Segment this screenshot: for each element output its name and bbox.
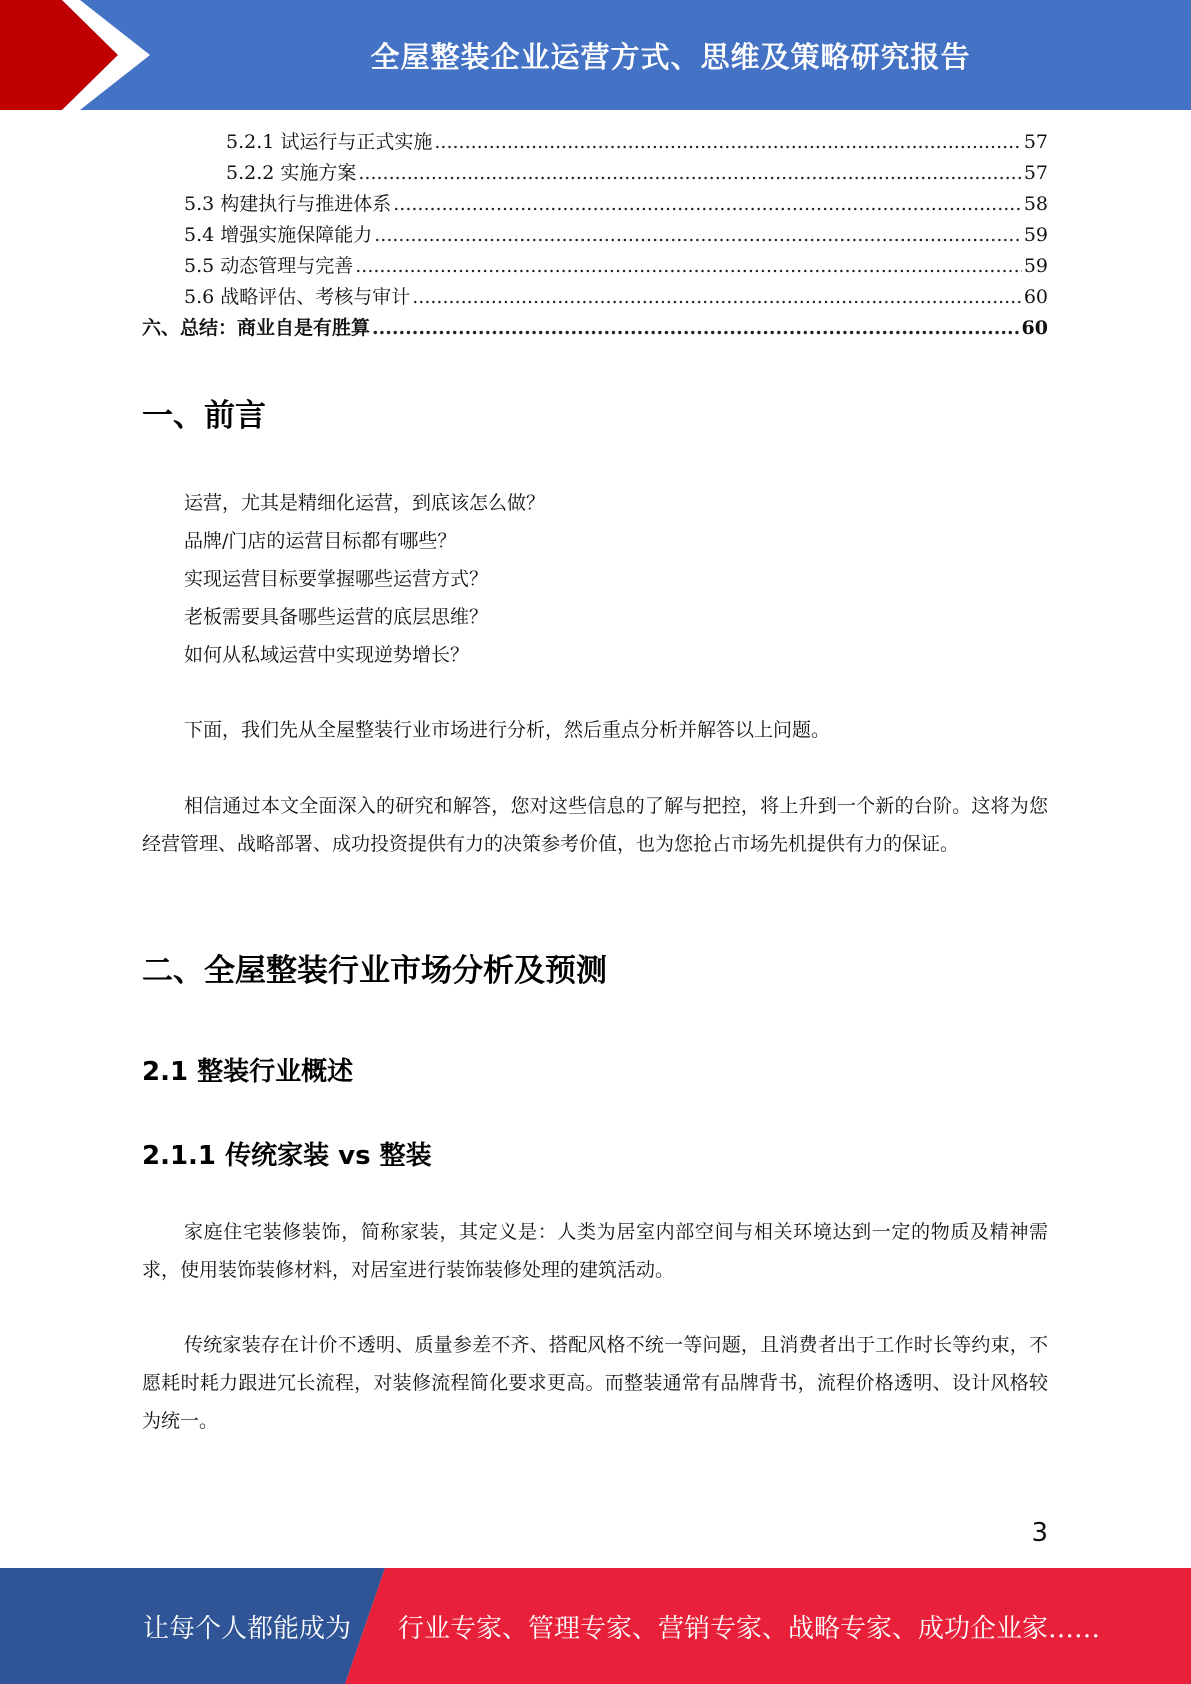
toc-entry-page: 57 bbox=[1023, 131, 1048, 153]
toc-entry-page: 58 bbox=[1023, 193, 1048, 215]
question-list bbox=[184, 484, 545, 674]
preface-paragraph-1: 下面，我们先从全屋整装行业市场进行分析，然后重点分析并解答以上问题。 bbox=[184, 719, 831, 741]
toc-entry-label: 六、总结：商业自是有胜算 bbox=[142, 317, 371, 339]
toc-entry-label: 5.2.1 试运行与正式实施 bbox=[226, 131, 433, 153]
toc-entry-label: 5.2.2 实施方案 bbox=[226, 162, 357, 184]
toc-entry-page: 59 bbox=[1023, 224, 1048, 246]
toc-entry-page: 60 bbox=[1021, 317, 1048, 339]
toc-entry[interactable] bbox=[142, 158, 1048, 189]
toc-dot-leader bbox=[358, 162, 1021, 184]
toc-entry-page: 60 bbox=[1023, 286, 1048, 308]
toc-entry[interactable] bbox=[142, 127, 1048, 158]
toc-entry[interactable] bbox=[142, 313, 1048, 344]
header-title: 全屋整装企业运营方式、思维及策略研究报告 bbox=[370, 39, 971, 74]
toc-entry-page: 59 bbox=[1023, 255, 1048, 277]
toc-entry[interactable] bbox=[142, 251, 1048, 282]
toc-dot-leader bbox=[355, 255, 1022, 277]
list-item: 老板需要具备哪些运营的底层思维？ bbox=[184, 606, 489, 628]
table-of-contents bbox=[142, 127, 1048, 344]
list-item: 如何从私域运营中实现逆势增长？ bbox=[184, 644, 470, 666]
subsection-heading-overview: 2.1 整装行业概述 bbox=[142, 1057, 354, 1087]
section-heading-market: 二、全屋整装行业市场分析及预测 bbox=[142, 953, 607, 989]
header-banner bbox=[0, 0, 1191, 110]
toc-dot-leader bbox=[374, 224, 1022, 246]
preface-paragraph-2: 相信通过本文全面深入的研究和解答，您对这些信息的了解与把控，将上升到一个新的台阶。这将为您经营管理、战略部署、成功投资提供有力的决策参考价值，也为您抢占市场先机提供有力的保证。 bbox=[142, 795, 1048, 855]
comparison-paragraph: 传统家装存在计价不透明、质量参差不齐、搭配风格不统一等问题，且消费者出于工作时长等约束，不愿耗时耗力跟进冗长流程，对装修流程简化要求更高。而整装通常有品牌背书，流程价格透明、设计风格较为统一。 bbox=[142, 1334, 1048, 1432]
list-item: 品牌/门店的运营目标都有哪些？ bbox=[184, 530, 457, 552]
subsection-heading-comparison: 2.1.1 传统家装 vs 整装 bbox=[142, 1141, 432, 1171]
toc-entry[interactable] bbox=[142, 220, 1048, 251]
toc-entry-label: 5.6 战略评估、考核与审计 bbox=[184, 286, 411, 308]
toc-entry-label: 5.3 构建执行与推进体系 bbox=[184, 193, 392, 215]
list-item: 实现运营目标要掌握哪些运营方式？ bbox=[184, 568, 489, 590]
list-item: 运营，尤其是精细化运营，到底该怎么做？ bbox=[184, 492, 546, 514]
footer-banner bbox=[0, 1568, 1191, 1684]
toc-dot-leader bbox=[434, 131, 1021, 153]
toc-entry[interactable] bbox=[142, 282, 1048, 313]
footer-slogan-right: 行业专家、管理专家、营销专家、战略专家、成功企业家…… bbox=[398, 1613, 1101, 1644]
toc-dot-leader bbox=[393, 193, 1022, 215]
section-heading-preface: 一、前言 bbox=[142, 398, 266, 434]
toc-entry-label: 5.4 增强实施保障能力 bbox=[184, 224, 373, 246]
toc-dot-leader bbox=[372, 317, 1020, 339]
toc-entry[interactable] bbox=[142, 189, 1048, 220]
definition-paragraph: 家庭住宅装修装饰，简称家装，其定义是：人类为居室内部空间与相关环境达到一定的物质及精神需求，使用装饰装修材料，对居室进行装饰装修处理的建筑活动。 bbox=[142, 1221, 1048, 1281]
toc-entry-page: 57 bbox=[1023, 162, 1048, 184]
toc-dot-leader bbox=[412, 286, 1022, 308]
footer-slogan-left: 让每个人都能成为 bbox=[143, 1613, 352, 1644]
page-number: 3 bbox=[1031, 1518, 1048, 1548]
toc-entry-label: 5.5 动态管理与完善 bbox=[184, 255, 354, 277]
